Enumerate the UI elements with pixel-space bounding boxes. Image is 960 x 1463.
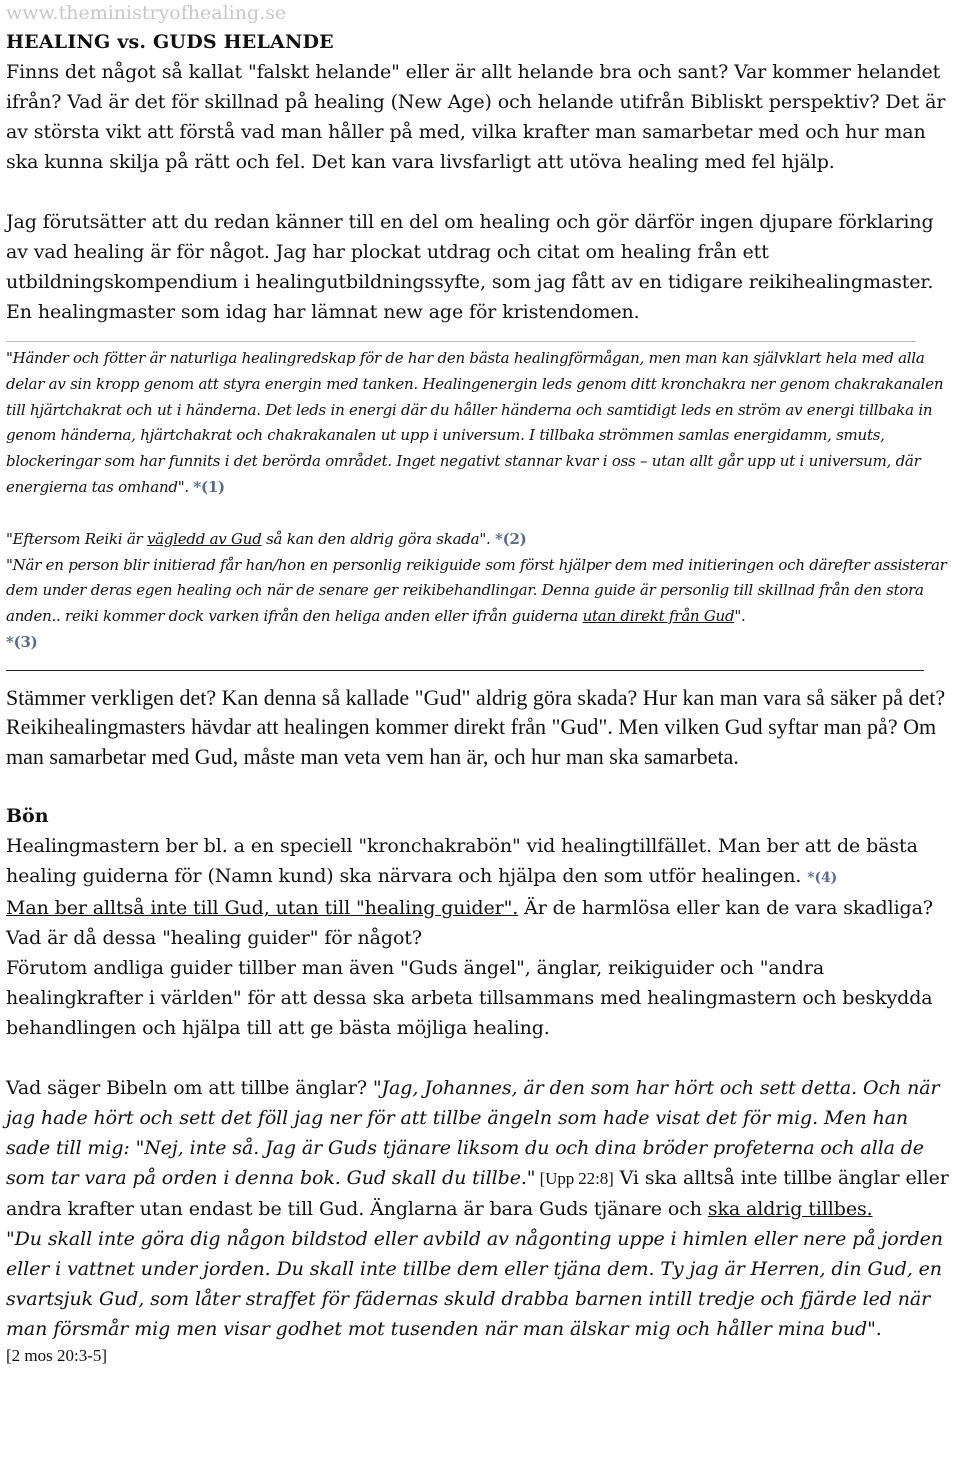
bible-text: Vi ska alltså inte tillbe änglar eller andra krafter utan endast be till Gud. Änglarna är bara Guds tjänare och: [6, 1167, 949, 1221]
quote-underlined: utan direkt från Gud: [582, 607, 735, 626]
footnote-ref-2[interactable]: *(2): [495, 529, 527, 548]
bible-underlined: ska aldrig tillbes.: [707, 1198, 873, 1221]
bon-paragraph-2: Förutom andliga guider tillber man även "Guds ängel", änglar, reikiguider och "andra healingkrafter i världen" för att dessa ska arbeta tillsammans med healingmastern och beskydda behandlingen och hjälpa till att ge bästa möjliga healing.: [6, 957, 933, 1040]
section-heading-bon: Bön: [6, 805, 49, 828]
bible-reference: [Upp 22:8]: [535, 1169, 614, 1189]
bon-text: Healingmastern ber bl. a en speciell "kronchakrabön" vid healingtillfället. Man ber att de bästa healing guiderna för (Namn kund) ska närvara och hjälpa den som utför healingen.: [6, 835, 918, 888]
footnote-ref-1[interactable]: *(1): [193, 477, 225, 496]
quote-reiki-guide: [6, 553, 954, 656]
separator-line: [6, 670, 924, 671]
intro-paragraph: Finns det något så kallat "falskt helande" eller är allt helande bra och sant? Var kommer helandet ifrån? Vad är det för skillnad på healing (New Age) och helande utifrån Bibliskt perspektiv? Det är av största vikt att förstå vad man håller på med, vilka krafter man samarbetar med och hur man ska kunna skilja på rätt och fel. Det kan vara livsfarligt att utöva healing med fel hjälp.: [6, 61, 946, 173]
quote-text: "Eftersom Reiki är: [6, 529, 147, 548]
site-url[interactable]: www.theministryofhealing.se: [6, 2, 287, 24]
quote-text: "Händer och fötter är naturliga healingredskap för de har den bästa healingförmågan, men man kan självklart hela med alla delar av sin kropp genom att styra energin med tanken. Healingenergin leds genom ditt kronchakra ner genom chakrakanalen till hjärtchakrat och ut i händerna. Det leds in energi där du håller händerna och samtidigt leds en ström av energi tillbaka in genom händerna, hjärtchakrat och chakrakanalen ut upp i universum. I tillbaka strömmen samlas energidamm, smuts, blockeringar som har funnits i det berörda området. Inget negativt stannar kvar i oss – utan allt går upp ut i universum, där energierna tas omhand".: [6, 349, 944, 496]
footnote-ref-3[interactable]: *(3): [6, 632, 38, 651]
quote-text: "När en person blir initierad får han/hon en personlig reikiguide som först hjälper dem med initieringen och därefter assisterar dem under deras egen healing och när de senare ger reikibehandlingar. Denna guide är personlig till skillnad från den stora anden.. reiki kommer dock varken ifrån den heliga anden eller ifrån guiderna: [6, 555, 947, 626]
bon-paragraph: [6, 831, 954, 953]
quote-text: så kan den aldrig göra skada".: [261, 529, 491, 548]
question-paragraph: Stämmer verkligen det? Kan denna så kallade "Gud" aldrig göra skada? Hur kan man vara så säker på det? Reikihealingmasters hävdar att healingen kommer direkt från "Gud". Men vilken Gud syftar man på? Om man samarbetar med Gud, måste man veta vem han är, och hur man ska samarbeta.: [6, 684, 946, 769]
bon-text: Är de harmlösa eller kan de vara skadliga? Vad är då dessa "healing guider" för något?: [6, 897, 933, 950]
spacer: [6, 1043, 954, 1073]
bible-quote: "Jag, Johannes, är den som har hört och sett detta. Och när jag hade hört och sett det föll jag ner för att tillbe ängeln som hade visat det för mig. Men han sade till mig: "Nej, inte så. Jag är Guds tjänare liksom du och dina bröder profeterna och alla de som tar vara på orden i denna bok. Gud skall du tillbe.": [6, 1077, 940, 1190]
footnote-ref-4[interactable]: *(4): [807, 870, 838, 887]
bible-reference-2: [2 mos 20:3-5]: [6, 1346, 108, 1366]
divider: [6, 341, 916, 342]
quote-reiki-guided: [6, 527, 954, 553]
bible-paragraph: [6, 1073, 954, 1224]
bible-text: Vad säger Bibeln om att tillbe änglar?: [6, 1077, 373, 1100]
quote-healing-tools: [6, 346, 954, 501]
page-title: HEALING vs. GUDS HELANDE: [6, 31, 334, 53]
spacer: [6, 177, 954, 207]
bon-underlined: Man ber alltså inte till Gud, utan till "healing guider".: [6, 897, 519, 920]
quote-underlined: vägledd av Gud: [146, 529, 262, 548]
context-paragraph: Jag förutsätter att du redan känner till en del om healing och gör därför ingen djupare förklaring av vad healing är för något. Jag har plockat utdrag och citat om healing från ett utbildningskompendium i healingutbildningssyfte, som jag fått av en tidigare reikihealingmaster. En healingmaster som idag har lämnat new age för kristendomen.: [6, 211, 934, 323]
quote-text: ".: [734, 607, 746, 626]
bible-quote-2: "Du skall inte göra dig någon bildstod eller avbild av någonting uppe i himlen eller nere på jorden eller i vattnet under jorden. Du skall inte tillbe dem eller tjäna dem. Ty jag är Herren, din Gud, en svartsjuk Gud, som låter straffet för fädernas skuld drabba barnen intill tredje och fjärde led när man försmår mig men visar godhet mot tusenden när man älskar mig och håller mina bud".: [6, 1228, 943, 1341]
spacer: [6, 501, 954, 527]
